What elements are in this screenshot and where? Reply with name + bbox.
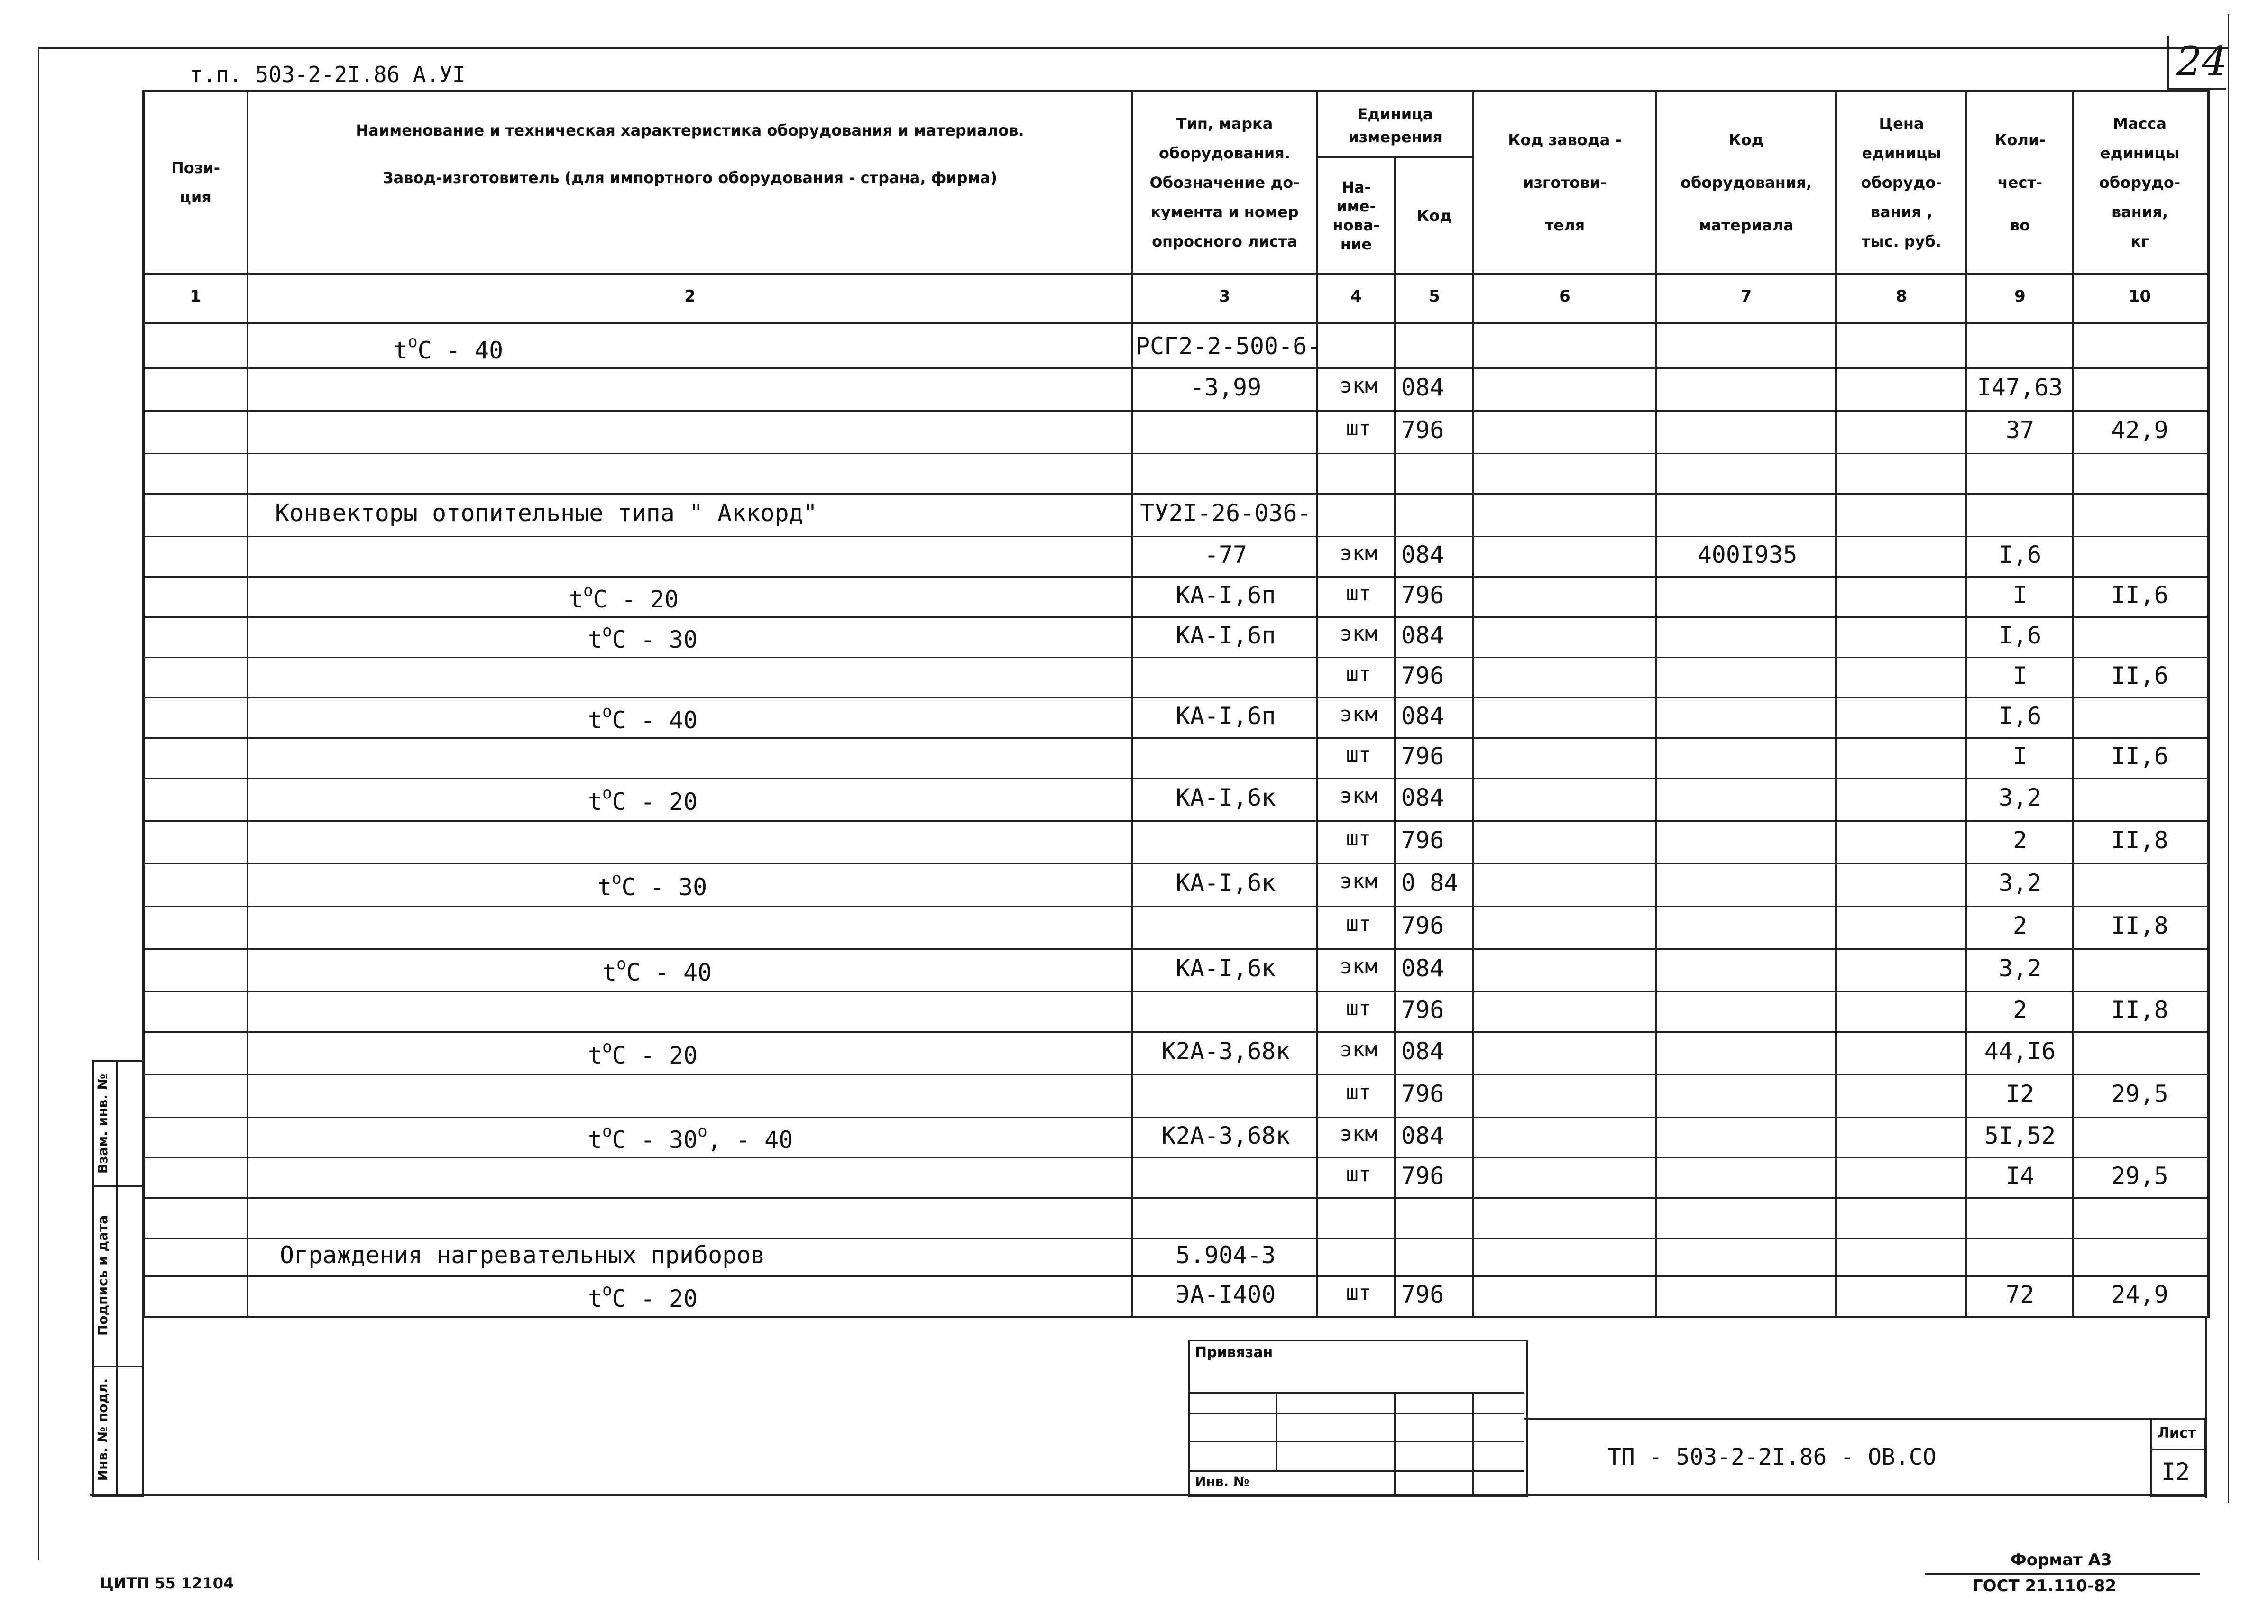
row-item-name: $t^oС - 30$ [597,869,707,901]
col-line-6 [1655,92,1657,1316]
row-unit: шт [1346,1280,1371,1305]
row-unit: экм [1340,954,1377,979]
row-unit: экм [1340,541,1377,565]
row-mass: 42,9 [2111,416,2168,444]
temperature-text: С - 20 [593,585,679,613]
row-unit-code: 084 [1401,374,1444,401]
row-unit: экм [1340,784,1377,808]
sheet-label: Лист [2158,1425,2196,1441]
row-quantity: 37 [2005,416,2035,444]
row-mass: II,6 [2111,742,2168,770]
row-line [142,778,2207,779]
header-position: Пози- ция [171,159,220,206]
row-line [142,367,2207,369]
row-unit-code: 084 [1401,954,1444,982]
header-unit-name: На- име- нова- ние [1332,178,1380,253]
document-reference: т.п. 503-2-2I.86 А.УI [190,62,466,87]
degree-mark: o [602,702,612,721]
row-quantity: I,6 [1998,541,2042,569]
header-bottom-line [142,273,2207,275]
col-number-9: 9 [2014,287,2026,306]
row-mass: 29,5 [2111,1080,2168,1108]
side-label-signature-date: Подпись и дата [95,1215,110,1336]
row-type: КА-I,6п [1175,581,1276,609]
temperature-text: С - 40 [626,959,712,986]
row-line [142,737,2207,739]
col-line-7 [1835,92,1837,1316]
col-number-4: 4 [1350,287,1362,306]
row-unit: экм [1340,1037,1377,1062]
row-unit: шт [1346,1080,1371,1104]
row-line [142,1238,2207,1239]
header-type: Тип, марка оборудования. Обозначение до- кумента и номер опросного листа [1149,115,1300,250]
row-mass: 29,5 [2111,1162,2168,1190]
row-quantity: I [2012,581,2028,609]
degree-mark: o [602,621,612,641]
row-quantity: 44,I6 [1984,1037,2056,1065]
row-unit-code: 796 [1401,416,1444,444]
row-quantity: 2 [2012,996,2028,1024]
row-item-name: $t^oС - 40$ [602,954,712,986]
col-number-3: 3 [1219,287,1230,306]
row-line [142,453,2207,454]
row-line [142,697,2207,698]
outer-top-border [38,47,2229,49]
header-price: Цена единицы оборудо- вания , тыс. руб. [1861,115,1942,250]
row-line [142,863,2207,864]
row-material-code: 400I935 [1697,541,1798,569]
row-unit: шт [1346,416,1371,440]
temperature-text: С - 40 [417,336,504,364]
row-line [142,410,2207,412]
row-unit: экм [1340,621,1377,646]
col-line-2 [1131,92,1133,1316]
col-number-7: 7 [1740,287,1752,306]
row-unit: шт [1346,996,1371,1020]
row-line [142,1074,2207,1075]
row-unit-code: 796 [1401,1280,1444,1308]
degree-mark: o [698,1121,707,1141]
side-strip-inner [116,1060,118,1494]
row-quantity: I,6 [1998,702,2042,730]
footer-format: Формат А3 [2011,1551,2112,1569]
row-unit: шт [1346,742,1371,767]
temperature-text: С - 30 [612,625,698,653]
degree-mark: o [612,869,622,888]
degree-mark: o [583,581,593,600]
row-unit-code: 084 [1401,541,1444,569]
temperature-text: С - 40 [612,706,698,734]
col-number-6: 6 [1559,287,1570,306]
row-line [142,1117,2207,1118]
row-unit-code: 084 [1401,621,1444,649]
row-quantity: I4 [2005,1162,2035,1190]
row-line [142,1031,2207,1033]
sheet-box-split [2150,1449,2205,1450]
header-material-code: Код оборудования, материала [1680,131,1812,234]
row-line [142,536,2207,537]
col-line-4 [1394,156,1396,1316]
degree-mark: o [602,784,612,803]
row-mass: II,8 [2111,826,2168,854]
document-code: ТП - 503-2-2I.86 - ОВ.СО [1607,1444,1937,1470]
row-mass: 24,9 [2111,1280,2168,1308]
temperature-text-2: , - 40 [707,1126,793,1154]
degree-mark: o [408,332,418,351]
page-mark-box [2167,36,2226,90]
row-type: КА-I,6п [1175,702,1276,730]
col-number-8: 8 [1896,287,1907,306]
row-unit-code: 796 [1401,1080,1444,1108]
side-label-replace-inv: Взам. инв. № [95,1073,110,1174]
row-unit: шт [1346,661,1371,686]
row-type: КА-I,6к [1175,954,1276,982]
row-type: 5.904-3 [1175,1241,1276,1269]
row-item-name: $t^oС - 40$ [588,702,698,734]
row-item-name: $t^oС - 30^o$, - 40 [588,1121,793,1154]
row-type: -3,99 [1190,374,1262,401]
row-line [142,948,2207,950]
row-unit: шт [1346,1162,1371,1186]
header-unit-code: Код [1417,207,1452,225]
code-box-top [1524,1418,2205,1420]
outer-left-border [38,47,39,1560]
row-line [142,991,2207,992]
page-mark: 24 [2176,38,2227,84]
row-unit-code: 796 [1401,996,1444,1024]
row-quantity: 3,2 [1998,784,2042,811]
row-unit-code: 084 [1401,1037,1444,1065]
header-unit: Единица измерения [1348,105,1442,146]
row-unit: шт [1346,912,1371,936]
row-line [142,657,2207,658]
outer-right-border [2228,14,2229,1503]
col-line-8 [1965,92,1967,1316]
footer-gost: ГОСТ 21.110-82 [1973,1577,2117,1596]
col-line-9 [2072,92,2074,1316]
row-type: КА-I,6п [1175,621,1276,649]
row-unit-code: 796 [1401,742,1444,770]
row-type: РСГ2-2-500-6- [1136,332,1322,360]
row-mass: II,8 [2111,912,2168,939]
row-unit: шт [1346,581,1371,606]
row-quantity: 72 [2005,1280,2035,1308]
row-quantity: I,6 [1998,621,2042,649]
row-type: КА-I,6к [1175,784,1276,811]
row-unit: экм [1340,374,1377,398]
side-label-original-inv: Инв. № подл. [95,1378,110,1481]
header-factory-code: Код завода - изготови- теля [1508,131,1622,234]
row-quantity: I [2012,661,2028,689]
row-quantity: 3,2 [1998,954,2042,982]
row-unit-code: 084 [1401,1121,1444,1149]
table-bottom-line [90,1494,2205,1496]
degree-mark: o [616,954,626,973]
row-quantity: 2 [2012,826,2028,854]
sheet-number: I2 [2161,1458,2190,1486]
col-line-1 [247,92,248,1316]
row-unit: экм [1340,869,1377,893]
header-quantity: Коли- чест- во [1994,131,2046,234]
row-quantity: I [2012,742,2028,770]
row-mass: II,6 [2111,581,2168,609]
row-line [142,1157,2207,1158]
stamp-vline-1 [1276,1392,1277,1470]
row-type: К2А-3,68к [1161,1037,1290,1065]
row-type: ТУ2I-26-036- [1140,499,1312,527]
row-unit: шт [1346,826,1371,851]
row-line [142,616,2207,618]
row-quantity: I2 [2005,1080,2035,1108]
row-type: КА-I,6к [1175,869,1276,897]
temperature-text: С - 20 [612,1042,698,1069]
footer-citp: ЦИТП 55 12104 [100,1574,234,1592]
degree-mark: o [602,1037,612,1056]
row-unit-code: 796 [1401,912,1444,939]
row-item-name: $t^oС - 20$ [588,1037,698,1069]
row-type: К2А-3,68к [1161,1121,1290,1149]
row-item-name: $t^oС - 20$ [588,1280,698,1312]
row-unit-code: 796 [1401,581,1444,609]
row-quantity: I47,63 [1977,374,2063,401]
row-mass: II,6 [2111,661,2168,689]
row-quantity: 5I,52 [1984,1121,2056,1149]
row-item-name: $t^oС - 40$ [394,332,504,364]
row-unit-code: 796 [1401,826,1444,854]
row-line [142,1275,2207,1277]
col-number-1: 1 [190,287,202,306]
header-mass: Масса единицы оборудо- вания, кг [2099,115,2181,250]
temperature-text: С - 20 [612,788,698,816]
row-unit: экм [1340,702,1377,726]
row-quantity: 3,2 [1998,869,2042,897]
stamp-vline-2 [1394,1392,1396,1494]
stamp-vline-3 [1472,1392,1474,1494]
row-item-name: Ограждения нагревательных приборов [280,1241,765,1269]
row-line [142,493,2207,495]
row-item-name: Конвекторы отопительные типа " Аккорд" [275,499,817,527]
row-unit-code: 796 [1401,1162,1444,1190]
temperature-text: С - 30 [612,1126,698,1154]
row-type: -77 [1204,541,1248,569]
row-unit-code: 796 [1401,661,1444,689]
col-number-5: 5 [1429,287,1440,306]
row-item-name: $t^oС - 20$ [588,784,698,816]
row-line [142,576,2207,578]
unit-header-split [1316,156,1472,158]
row-item-name: $t^oС - 20$ [569,581,679,613]
temperature-text: С - 30 [621,873,707,901]
row-unit-code: 0 84 [1401,869,1459,897]
row-quantity: 2 [2012,912,2028,939]
degree-mark: o [602,1280,612,1300]
row-line [142,1197,2207,1199]
col-line-5 [1472,92,1474,1316]
col-number-10: 10 [2128,287,2151,306]
degree-mark: o [602,1121,612,1141]
row-line [142,906,2207,907]
col-number-bottom-line [142,322,2207,324]
stamp-privyazan: Привязан [1195,1344,1273,1361]
row-item-name: $t^oС - 30$ [588,621,698,653]
temperature-text: С - 20 [612,1285,698,1312]
row-unit-code: 084 [1401,702,1444,730]
col-line-3 [1316,92,1318,1316]
row-unit: экм [1340,1121,1377,1146]
footer-format-line [1925,1573,2200,1575]
row-line [142,820,2207,822]
row-type: ЭА-I400 [1175,1280,1276,1308]
row-mass: II,8 [2111,996,2168,1024]
col-number-2: 2 [684,287,696,306]
stamp-inv-no: Инв. № [1195,1474,1249,1489]
header-name: Наименование и техническая характеристика оборудования и материалов. Завод-изготовитель (для импортного оборудования - страна, фирма) [356,121,1024,187]
row-unit-code: 084 [1401,784,1444,811]
